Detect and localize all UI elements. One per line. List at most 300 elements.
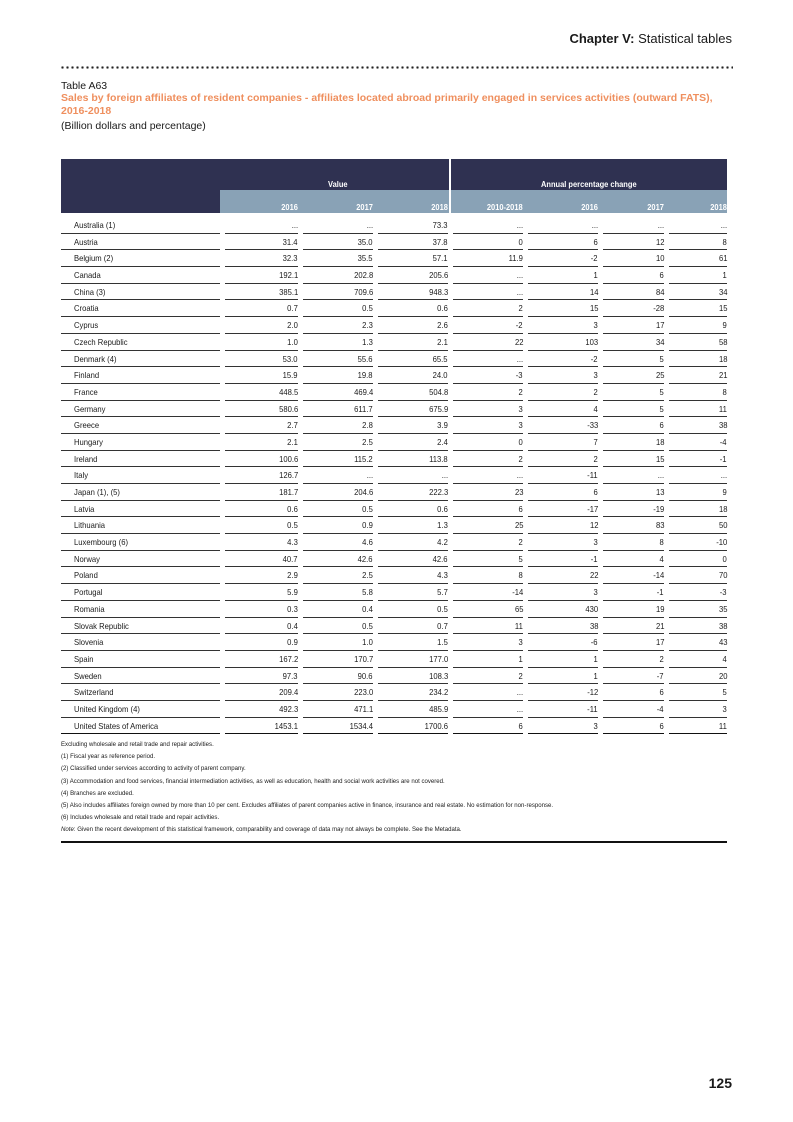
table-cell: 2.6 — [437, 320, 448, 331]
table-cell: 11.9 — [508, 253, 523, 264]
table-cell: 177.0 — [428, 653, 448, 664]
table-cell: 1 — [722, 270, 727, 281]
table-cell: 8 — [518, 570, 523, 581]
table-cell: 18 — [718, 503, 727, 514]
table-cell: -2 — [591, 253, 598, 264]
table-cell: 108.3 — [428, 670, 448, 681]
note-label: Note — [61, 826, 74, 834]
table-cell: 21 — [718, 370, 727, 381]
table-cell: 0 — [518, 436, 523, 447]
footnote: Excluding wholesale and retail trade and repair activities. — [61, 741, 214, 748]
country-name: Germany — [74, 403, 106, 414]
table-cell: 2.4 — [437, 436, 448, 447]
table-cell: 57.1 — [433, 253, 448, 264]
column-header: 2017 — [356, 202, 373, 212]
column-header: 2018 — [710, 202, 727, 212]
table-cell: 7 — [593, 436, 598, 447]
table-cell: ... — [516, 286, 523, 297]
table-cell: -2 — [516, 320, 523, 331]
table-cell: 234.2 — [428, 687, 448, 698]
table-row — [61, 501, 727, 518]
table-row — [61, 417, 727, 434]
table-cell: 90.6 — [358, 670, 373, 681]
table-cell: 15.9 — [283, 370, 298, 381]
header-group-separator — [449, 159, 451, 213]
table-cell: 22 — [589, 570, 598, 581]
table-cell: 65 — [514, 603, 523, 614]
table-cell: 6 — [659, 720, 664, 731]
table-cell: -28 — [652, 303, 664, 314]
table-cell: 709.6 — [353, 286, 373, 297]
table-cell: 1.5 — [437, 637, 448, 648]
table-cell: 34 — [655, 336, 664, 347]
table-cell: 9 — [722, 320, 727, 331]
table-cell: 5 — [659, 403, 664, 414]
table-cell: -4 — [720, 436, 727, 447]
table-cell: 2.3 — [362, 320, 373, 331]
table-cell: ... — [657, 220, 664, 230]
table-cell: 18 — [655, 436, 664, 447]
table-cell: -33 — [586, 420, 598, 431]
table-cell: 5.8 — [362, 587, 373, 598]
table-cell: 1453.1 — [274, 720, 298, 731]
table-cell: 38 — [718, 420, 727, 431]
column-header: 2017 — [647, 202, 664, 212]
table-row — [61, 334, 727, 351]
group-header-value: Value — [328, 179, 348, 189]
table-cell: ... — [516, 270, 523, 281]
table-cell: 2.0 — [287, 320, 298, 331]
table-cell: 0.5 — [362, 620, 373, 631]
table-cell: -17 — [586, 503, 598, 514]
table-cell: 73.3 — [433, 220, 448, 230]
table-cell: 5.7 — [437, 587, 448, 598]
table-row — [61, 284, 727, 301]
table-cell: 6 — [659, 270, 664, 281]
table-units: (Billion dollars and percentage) — [61, 120, 206, 132]
country-name: Switzerland — [74, 687, 114, 698]
table-cell: 19 — [655, 603, 664, 614]
row-rule — [603, 733, 664, 735]
table-row — [61, 584, 727, 601]
table-cell: 2.5 — [362, 436, 373, 447]
table-cell: ... — [516, 220, 523, 230]
table-row — [61, 434, 727, 451]
table-cell: -12 — [586, 687, 598, 698]
table-cell: 1 — [518, 653, 523, 664]
country-name: Portugal — [74, 587, 103, 598]
table-cell: 3 — [593, 370, 598, 381]
table-cell: -11 — [587, 703, 598, 714]
table-row — [61, 668, 727, 685]
table-cell: 1.0 — [287, 336, 298, 347]
country-name: Finland — [74, 370, 100, 381]
table-cell: 0.4 — [287, 620, 298, 631]
table-cell: 8 — [659, 537, 664, 548]
table-cell: 222.3 — [428, 487, 448, 497]
table-cell: 209.4 — [278, 687, 298, 698]
table-cell: 192.1 — [278, 270, 298, 281]
table-cell: 0.7 — [437, 620, 448, 631]
table-cell: 3 — [518, 637, 523, 648]
table-row — [61, 401, 727, 418]
table-row — [61, 234, 727, 251]
table-cell: 4 — [659, 553, 664, 564]
footnote: (2) Classified under services according to activity of parent company. — [61, 765, 246, 773]
table-row — [61, 718, 727, 735]
table-cell: 2 — [518, 386, 523, 397]
table-cell: 181.7 — [278, 487, 298, 497]
country-name: Belgium (2) — [74, 253, 114, 264]
country-name: Norway — [74, 553, 100, 564]
footnote: (4) Branches are excluded. — [61, 789, 134, 797]
row-rule — [528, 733, 598, 735]
table-row — [61, 351, 727, 368]
table-cell: 126.7 — [278, 470, 298, 481]
table-notes — [61, 739, 727, 837]
table-cell: 25 — [655, 370, 664, 381]
table-cell: 19.8 — [358, 370, 373, 381]
table-cell: 11 — [719, 720, 727, 731]
country-name: Japan (1), (5) — [74, 487, 120, 497]
table-cell: 35.5 — [358, 253, 373, 264]
country-name: Poland — [74, 570, 98, 581]
table-cell: 4 — [593, 403, 598, 414]
table-cell: 4.2 — [437, 537, 448, 548]
table-title: Sales by foreign affiliates of resident companies - affiliates located abroad primarily engaged in services activities (outward FATS), 2016-2018 — [61, 92, 713, 117]
table-label: Table A63 — [61, 80, 108, 92]
table-cell: 5 — [722, 687, 727, 698]
country-name: United Kingdom (4) — [74, 703, 140, 714]
table-cell: 9 — [722, 487, 727, 497]
column-header: 2016 — [281, 202, 298, 212]
table-cell: 2 — [518, 453, 523, 464]
table-cell: 20 — [718, 670, 727, 681]
row-rule — [453, 733, 523, 735]
table-cell: 17 — [655, 320, 664, 331]
table-cell: 35 — [718, 603, 727, 614]
dotted-divider — [60, 66, 733, 69]
table-cell: 18 — [718, 353, 727, 364]
table-cell: 471.1 — [353, 703, 373, 714]
table-row — [61, 484, 727, 501]
table-cell: ... — [516, 703, 523, 714]
table-cell: ... — [441, 470, 448, 481]
table-cell: -19 — [652, 503, 664, 514]
table-cell: 22 — [514, 336, 523, 347]
country-name: Luxembourg (6) — [74, 537, 129, 548]
table-cell: 3 — [593, 720, 598, 731]
column-header: 2016 — [581, 202, 598, 212]
country-name: Romania — [74, 603, 105, 614]
table-cell: ... — [720, 470, 727, 481]
table-cell: 4.3 — [287, 537, 298, 548]
table-cell: 38 — [718, 620, 727, 631]
table-cell: -7 — [657, 670, 664, 681]
table-cell: 0.3 — [287, 603, 298, 614]
table-cell: 0.6 — [437, 503, 448, 514]
table-cell: -1 — [591, 553, 598, 564]
table-cell: 1.0 — [362, 637, 373, 648]
table-cell: 0.5 — [362, 303, 373, 314]
table-cell: 2.7 — [287, 420, 298, 431]
table-cell: 202.8 — [353, 270, 373, 281]
table-row — [61, 684, 727, 701]
table-cell: 448.5 — [278, 386, 298, 397]
table-cell: 103 — [585, 336, 598, 347]
row-rule — [669, 733, 727, 735]
table-cell: 34 — [718, 286, 727, 297]
table-cell: 0.9 — [287, 637, 298, 648]
table-cell: 3.9 — [437, 420, 448, 431]
country-name: Croatia — [74, 303, 99, 314]
table-cell: 385.1 — [278, 286, 298, 297]
table-cell: ... — [366, 220, 373, 230]
table-cell: 25 — [514, 520, 523, 531]
table-cell: 2 — [593, 453, 598, 464]
table-cell: -1 — [720, 453, 727, 464]
table-cell: 1534.4 — [349, 720, 373, 731]
notes-bottom-rule — [61, 841, 727, 843]
table-cell: 948.3 — [428, 286, 448, 297]
footnote: (1) Fiscal year as reference period. — [61, 753, 156, 761]
table-cell: 2.5 — [362, 570, 373, 581]
table-cell: 40.7 — [283, 553, 298, 564]
table-cell: 10 — [655, 253, 664, 264]
table-cell: 8 — [722, 386, 727, 397]
table-cell: 61 — [718, 253, 727, 264]
table-cell: 6 — [659, 687, 664, 698]
table-cell: 0.4 — [362, 603, 373, 614]
country-name: Hungary — [74, 436, 103, 447]
row-rule — [61, 733, 220, 735]
table-cell: 5.9 — [287, 587, 298, 598]
table-cell: 5 — [659, 386, 664, 397]
table-cell: 14 — [589, 286, 598, 297]
table-cell: 38 — [589, 620, 598, 631]
footnote: (3) Accommodation and food services, financial intermediation activities, as well as education, health and social work activities are not covered. — [61, 777, 445, 785]
table-row — [61, 534, 727, 551]
table-row — [61, 467, 727, 484]
table-cell: 0.5 — [362, 503, 373, 514]
table-cell: 580.6 — [278, 403, 298, 414]
column-header: 2010-2018 — [487, 202, 523, 212]
chapter-heading: Chapter V: Statistical tables — [569, 31, 732, 46]
table-cell: 113.8 — [429, 453, 448, 464]
table-cell: 6 — [593, 236, 598, 247]
table-cell: 84 — [655, 286, 664, 297]
table-cell: 115.2 — [354, 453, 373, 464]
country-name: Latvia — [74, 503, 95, 514]
table-cell: 37.8 — [433, 236, 448, 247]
table-cell: -10 — [715, 537, 727, 548]
table-row — [61, 300, 727, 317]
table-cell: 0.6 — [287, 503, 298, 514]
table-cell: 0.9 — [362, 520, 373, 531]
table-cell: 8 — [722, 236, 727, 247]
table-cell: 1.3 — [362, 336, 373, 347]
table-cell: 15 — [718, 303, 727, 314]
table-cell: -3 — [516, 370, 523, 381]
table-cell: 12 — [589, 520, 598, 531]
table-cell: 167.2 — [278, 653, 298, 664]
table-cell: 3 — [722, 703, 727, 714]
table-cell: 3 — [593, 537, 598, 548]
table-cell: 2.9 — [287, 570, 298, 581]
table-row — [61, 551, 727, 568]
table-cell: 21 — [655, 620, 664, 631]
table-cell: 223.0 — [353, 687, 373, 698]
country-name: Slovenia — [74, 637, 104, 648]
table-cell: 6 — [518, 503, 523, 514]
table-cell: 1 — [593, 270, 598, 281]
table-header-blank — [61, 190, 220, 213]
table-cell: 5 — [518, 553, 523, 564]
table-cell: 13 — [655, 487, 664, 497]
table-cell: ... — [366, 470, 373, 481]
table-row — [61, 701, 727, 718]
table-cell: 0.5 — [287, 520, 298, 531]
table-cell: 4.3 — [437, 570, 448, 581]
table-row — [61, 451, 727, 468]
table-cell: 24.0 — [433, 370, 448, 381]
country-name: Denmark (4) — [74, 353, 117, 364]
table-cell: 469.4 — [353, 386, 373, 397]
country-name: Canada — [74, 270, 101, 281]
table-cell: 2 — [593, 386, 598, 397]
row-rule — [225, 733, 298, 735]
table-cell: 2 — [518, 670, 523, 681]
table-row — [61, 517, 727, 534]
table-cell: 0.7 — [287, 303, 298, 314]
table-cell: 100.6 — [278, 453, 298, 464]
country-name: Slovak Republic — [74, 620, 129, 631]
table-cell: 1 — [593, 670, 598, 681]
table-cell: 492.3 — [278, 703, 298, 714]
table-cell: 70 — [718, 570, 727, 581]
table-row — [61, 317, 727, 334]
table-cell: 17 — [655, 637, 664, 648]
table-cell: 12 — [655, 236, 664, 247]
table-body — [61, 217, 727, 734]
country-name: Czech Republic — [74, 336, 128, 347]
table-cell: 11 — [515, 620, 523, 631]
table-cell: 65.5 — [433, 353, 448, 364]
country-name: Cyprus — [74, 320, 99, 331]
table-cell: 6 — [593, 487, 598, 497]
country-name: Austria — [74, 236, 98, 247]
table-cell: 611.7 — [354, 403, 373, 414]
country-name: Lithuania — [74, 520, 106, 531]
table-cell: 485.9 — [428, 703, 448, 714]
table-cell: 0 — [518, 236, 523, 247]
column-header: 2018 — [431, 202, 448, 212]
table-cell: 4.6 — [362, 537, 373, 548]
table-cell: 6 — [518, 720, 523, 731]
table-cell: 83 — [655, 520, 664, 531]
table-cell: 2.1 — [287, 436, 298, 447]
country-name: Italy — [74, 470, 89, 481]
table-cell: 58 — [718, 336, 727, 347]
table-cell: 170.7 — [353, 653, 373, 664]
country-name: China (3) — [74, 286, 106, 297]
table-cell: -11 — [587, 470, 598, 481]
country-name: Sweden — [74, 670, 102, 681]
table-cell: -14 — [652, 570, 664, 581]
table-cell: ... — [657, 470, 664, 481]
table-cell: 42.6 — [433, 553, 448, 564]
table-row — [61, 651, 727, 668]
group-header-annual-change: Annual percentage change — [541, 179, 637, 189]
table-row — [61, 250, 727, 267]
table-cell: 35.0 — [358, 236, 373, 247]
table-cell: 430 — [585, 603, 598, 614]
table-cell: 15 — [655, 453, 664, 464]
footnote: (6) Includes wholesale and retail trade and repair activities. — [61, 814, 220, 822]
table-cell: ... — [291, 220, 298, 230]
table-cell: 3 — [593, 587, 598, 598]
table-row — [61, 217, 727, 234]
row-rule — [303, 733, 373, 735]
table-cell: 1700.6 — [424, 720, 448, 731]
table-cell: ... — [516, 470, 523, 481]
table-row — [61, 618, 727, 635]
table-cell: -6 — [591, 637, 598, 648]
table-cell: 2 — [518, 303, 523, 314]
table-cell: 23 — [514, 487, 523, 497]
table-row — [61, 267, 727, 284]
table-cell: -14 — [511, 587, 523, 598]
table-cell: 42.6 — [358, 553, 373, 564]
table-cell: 2 — [518, 537, 523, 548]
table-cell: 0 — [722, 553, 727, 564]
table-cell: 3 — [518, 420, 523, 431]
table-row — [61, 567, 727, 584]
table-cell: -1 — [657, 587, 664, 598]
table-cell: 504.8 — [428, 386, 448, 397]
table-cell: -3 — [720, 587, 727, 598]
page-number: 125 — [708, 1075, 732, 1091]
table-cell: 55.6 — [358, 353, 373, 364]
table-cell: 43 — [718, 637, 727, 648]
table-cell: 31.4 — [283, 236, 298, 247]
table-row — [61, 384, 727, 401]
table-cell: 15 — [589, 303, 598, 314]
table-cell: 2.8 — [362, 420, 373, 431]
country-name: Ireland — [74, 453, 98, 464]
table-cell: 3 — [518, 403, 523, 414]
table-cell: 2 — [659, 653, 664, 664]
table-cell: ... — [516, 353, 523, 364]
country-name: Spain — [74, 653, 94, 664]
table-cell: 4 — [722, 653, 727, 664]
table-cell: 2.1 — [437, 336, 448, 347]
table-cell: -4 — [657, 703, 664, 714]
table-cell: 50 — [718, 520, 727, 531]
table-cell: 32.3 — [283, 253, 298, 264]
table-cell: 204.6 — [353, 487, 373, 497]
table-cell: ... — [516, 687, 523, 698]
note-text: : Given the recent development of this statistical framework, comparability and coverage of data may not always be complete. See the Metadata. — [73, 826, 462, 834]
table-row — [61, 367, 727, 384]
table-row — [61, 634, 727, 651]
country-name: Greece — [74, 420, 100, 431]
table-cell: 53.0 — [283, 353, 298, 364]
table-cell: -2 — [591, 353, 598, 364]
table-cell: 3 — [593, 320, 598, 331]
table-cell: 5 — [659, 353, 664, 364]
table-cell: 6 — [659, 420, 664, 431]
